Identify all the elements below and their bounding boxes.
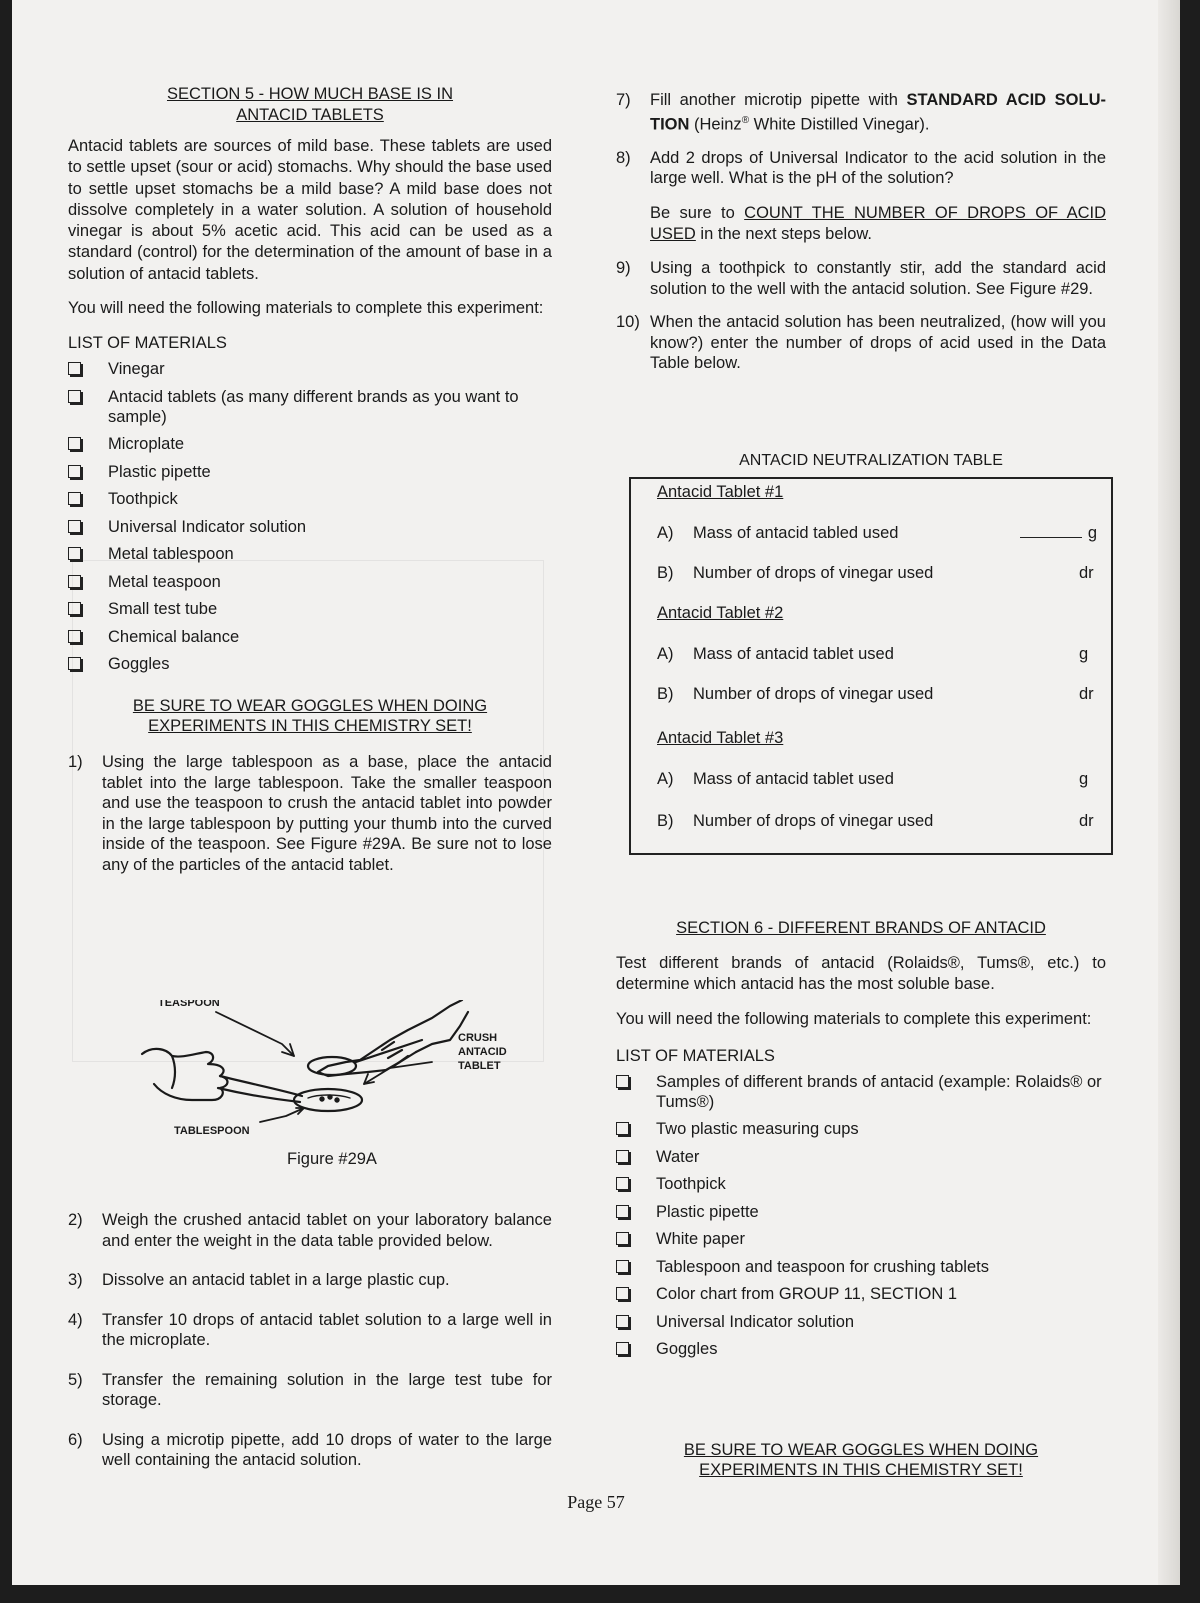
goggles-warning: BE SURE TO WEAR GOGGLES WHEN DOING EXPERIMENTS IN THIS CHEMISTRY SET!: [683, 1441, 1039, 1479]
goggles-warning: BE SURE TO WEAR GOGGLES WHEN DOING EXPERIMENTS IN THIS CHEMISTRY SET!: [132, 697, 488, 736]
figure-caption: Figure #29A: [287, 1150, 377, 1168]
document-page: [12, 0, 1180, 1585]
neutralization-table: [629, 477, 1113, 855]
checkbox[interactable]: [616, 1287, 629, 1300]
table-row: B) Number of drops of vinegar used dr: [657, 564, 1094, 582]
checklist-item-label: Water: [656, 1147, 700, 1166]
checkbox[interactable]: [616, 1342, 629, 1355]
group-title: Antacid Tablet #2: [657, 604, 784, 622]
left-steps-list: [68, 1210, 552, 1471]
checklist-item-label: Two plastic measuring cups: [656, 1120, 859, 1139]
materials-intro: You will need the following materials to complete this experiment:: [68, 299, 544, 318]
figure-29a: [132, 1000, 532, 1170]
table-row: A) Mass of antacid tablet used g: [657, 770, 1089, 788]
group-title: Antacid Tablet #1: [657, 483, 784, 501]
step-item: 3) Dissolve an antacid tablet in a large plastic cup.: [68, 1271, 450, 1289]
checklist-item-label: Universal Indicator solution: [108, 517, 307, 536]
page-spine: [1158, 0, 1180, 1585]
materials-checklist: [68, 359, 552, 674]
checklist-item: [616, 1174, 1106, 1194]
right-steps-list: [616, 90, 1106, 189]
checklist-item: [68, 572, 552, 592]
checkbox[interactable]: [68, 575, 81, 588]
section-5-title: SECTION 5 - HOW MUCH BASE IS IN ANTACID TABLETS: [166, 85, 454, 124]
checkbox[interactable]: [68, 602, 81, 615]
crush-label-3: TABLET: [458, 1060, 501, 1072]
checklist-item-label: Chemical balance: [108, 627, 240, 646]
checklist-item: [68, 544, 552, 564]
checkbox[interactable]: [616, 1075, 629, 1088]
checklist-item-label: Universal Indicator solution: [656, 1312, 855, 1331]
checkbox[interactable]: [68, 520, 81, 533]
checklist-item-label: Samples of different brands of antacid (example: Rolaids® or Tums®): [656, 1072, 1102, 1111]
crush-label-2: ANTACID: [458, 1046, 507, 1058]
left-column: [68, 84, 552, 875]
checklist-item: [68, 462, 552, 482]
checkbox[interactable]: [68, 492, 81, 505]
crush-label-1: CRUSH: [458, 1032, 498, 1044]
checklist-item-label: Microplate: [108, 435, 185, 454]
checklist-item: [616, 1229, 1106, 1249]
step-item: 6) Using a microtip pipette, add 10 drops of water to the large well containing the antacid solution.: [68, 1430, 552, 1469]
step-item: 9) Using a toothpick to constantly stir, add the standard acid solution to the well with the antacid solution. See Figure #29.: [616, 259, 1106, 298]
checkbox[interactable]: [68, 547, 81, 560]
checklist-item-label: Toothpick: [108, 490, 178, 509]
table-row: B) Number of drops of vinegar used dr: [657, 685, 1094, 703]
checklist-item: [616, 1339, 1106, 1359]
step-item: 8) Add 2 drops of Universal Indicator to the acid solution in the large well. What is the pH of the solution?: [616, 148, 1106, 187]
checklist-item: [68, 517, 552, 537]
checklist-item-label: Plastic pipette: [656, 1202, 759, 1221]
table-title: ANTACID NEUTRALIZATION TABLE: [739, 452, 1003, 469]
checkbox[interactable]: [616, 1205, 629, 1218]
tablespoon-label: TABLESPOON: [174, 1125, 250, 1137]
checklist-item: [616, 1284, 1106, 1304]
step-item: 4) Transfer 10 drops of antacid tablet solution to a large well in the microplate.: [68, 1310, 552, 1349]
materials-intro: You will need the following materials to complete this experiment:: [616, 1009, 1092, 1028]
checklist-item-label: Metal teaspoon: [108, 572, 221, 591]
checklist-item: [68, 654, 552, 674]
checklist-item: [68, 387, 552, 427]
section-5-intro: Antacid tablets are sources of mild base. These tablets are used to settle upset (sour or acid) stomachs. Why should the base used to settle upset stomachs be a mild base? A mild base does not dissolve completely in a water solution. A solution of household vinegar is about 5% acetic acid. This acid can be used as a standard (control) for the determination of the amount of base in a solution of antacid tablets.: [68, 137, 552, 283]
step-item: 10) When the antacid solution has been neutralized, (how will you know?) enter the number of drops of acid used in the Data Table below.: [616, 313, 1106, 373]
checklist-item: [616, 1312, 1106, 1332]
checkbox[interactable]: [68, 362, 81, 375]
list-of-materials-heading: LIST OF MATERIALS: [68, 334, 227, 353]
step-item: 1) Using the large tablespoon as a base, place the antacid tablet into the large tablespoon. Take the smaller teaspoon and use the teaspoon to crush the antacid tablet into powder in the large tablespoon by putting your thumb into the curved inside of the teaspoon. See Figure #29A. Be sure not to lose any of the particles of the antacid tablet.: [68, 753, 552, 874]
checklist-item-label: Metal tablespoon: [108, 545, 234, 564]
checklist-item: [616, 1147, 1106, 1167]
group-title: Antacid Tablet #3: [657, 729, 784, 747]
table-group-1: [657, 483, 1097, 583]
checklist-item-label: Antacid tablets (as many different brands as you want to sample): [108, 387, 519, 426]
right-column: [616, 90, 1106, 374]
checkbox[interactable]: [68, 630, 81, 643]
table-row: B) Number of drops of vinegar used dr: [657, 812, 1094, 830]
checklist-item: [68, 599, 552, 619]
checklist-item: [616, 1072, 1106, 1112]
checkbox[interactable]: [616, 1315, 629, 1328]
checklist-item-label: Plastic pipette: [108, 462, 211, 481]
checklist-item-label: White paper: [656, 1230, 745, 1249]
table-group-3: [657, 729, 1097, 831]
checklist-item-label: Small test tube: [108, 600, 218, 619]
checklist-item: [68, 359, 552, 379]
table-group-2: [657, 604, 1097, 704]
checklist-item-label: Goggles: [108, 655, 170, 674]
checklist-item: [616, 1257, 1106, 1277]
checklist-item: [68, 489, 552, 509]
checklist-item: [68, 434, 552, 454]
teaspoon-label: TEASPOON: [158, 1000, 220, 1009]
page-number: Page 57: [567, 1492, 625, 1512]
right-steps-list-2: [616, 258, 1106, 374]
checkbox[interactable]: [68, 437, 81, 450]
checklist-item: [68, 627, 552, 647]
checklist-item-label: Goggles: [656, 1340, 718, 1359]
spoon-illustration: [132, 1000, 532, 1170]
checklist-item-label: Color chart from GROUP 11, SECTION 1: [656, 1285, 958, 1304]
step-item: 5) Transfer the remaining solution in the large test tube for storage.: [68, 1370, 552, 1409]
materials-checklist: [616, 1072, 1106, 1360]
count-drops-note: Be sure to COUNT THE NUMBER OF DROPS OF ACID USED in the next steps below.: [650, 203, 1106, 243]
checkbox[interactable]: [616, 1260, 629, 1273]
checklist-item: [616, 1202, 1106, 1222]
checklist-item-label: Toothpick: [656, 1175, 726, 1194]
table-row: A) Mass of antacid tablet used g: [657, 645, 1089, 663]
section-6: [616, 918, 1106, 1367]
answer-blank[interactable]: [1020, 537, 1082, 538]
table-row: A) Mass of antacid tabled used g: [657, 524, 1097, 542]
checkbox[interactable]: [616, 1122, 629, 1135]
checklist-item: [616, 1119, 1106, 1139]
checklist-item-label: Vinegar: [108, 360, 165, 379]
checkbox[interactable]: [616, 1177, 629, 1190]
step-list: [68, 752, 552, 875]
step-item: 7) Fill another microtip pipette with STANDARD ACID SOLU-TION (Heinz® White Distilled Vinegar).: [616, 91, 1106, 133]
section-6-intro: Test different brands of antacid (Rolaids®, Tums®, etc.) to determine which antacid has the most soluble base.: [616, 954, 1106, 994]
checkbox[interactable]: [68, 465, 81, 478]
step-item: 2) Weigh the crushed antacid tablet on your laboratory balance and enter the weight in the data table provided below.: [68, 1211, 552, 1250]
checkbox[interactable]: [68, 657, 81, 670]
list-of-materials-heading: LIST OF MATERIALS: [616, 1046, 775, 1065]
checklist-item-label: Tablespoon and teaspoon for crushing tablets: [656, 1257, 989, 1276]
section-6-title: SECTION 6 - DIFFERENT BRANDS OF ANTACID: [676, 919, 1046, 937]
checkbox[interactable]: [616, 1150, 629, 1163]
checkbox[interactable]: [68, 390, 81, 403]
checkbox[interactable]: [616, 1232, 629, 1245]
